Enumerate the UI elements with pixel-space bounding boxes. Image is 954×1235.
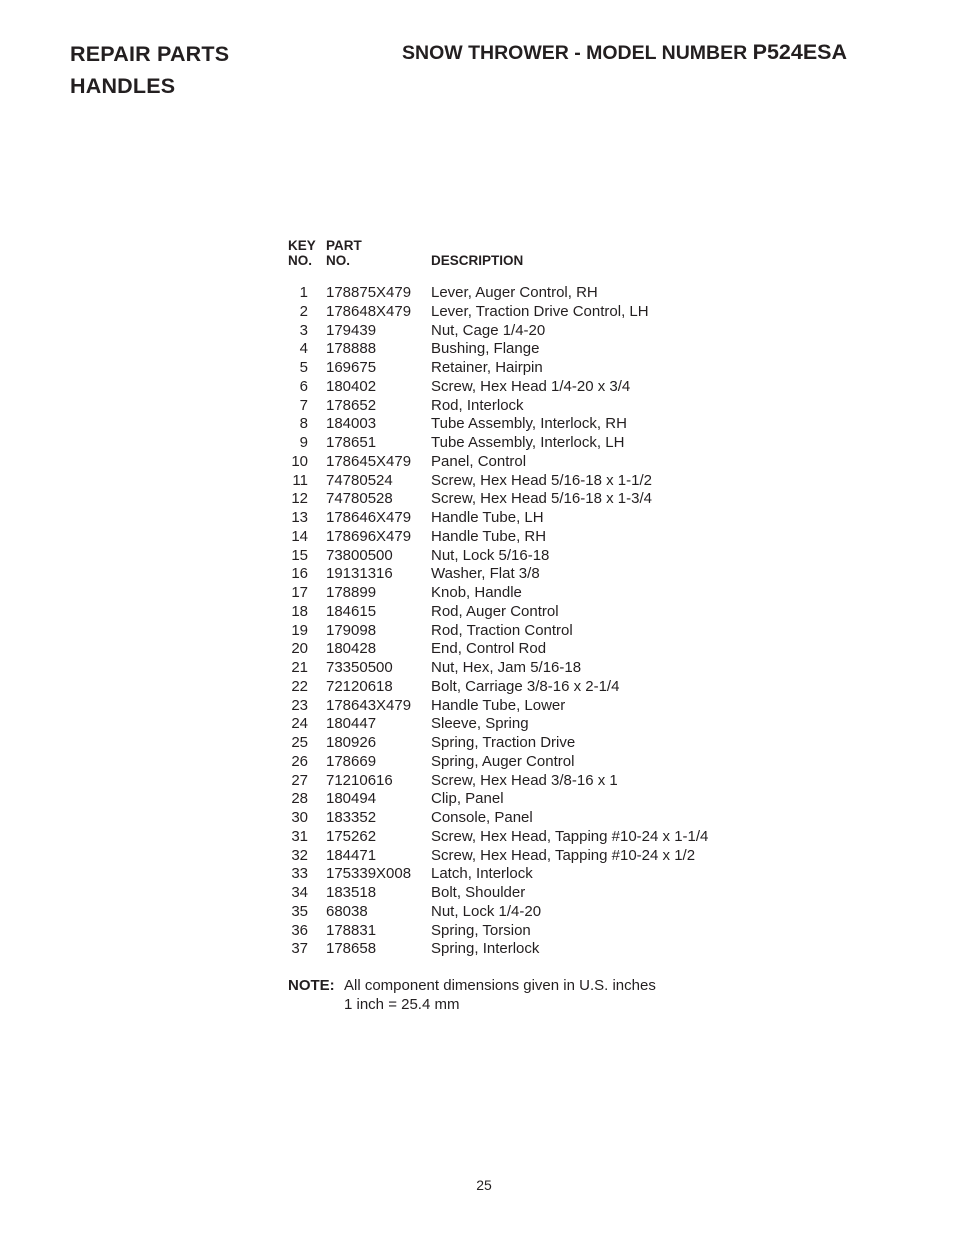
product-heading <box>402 38 847 67</box>
part-description: Lever, Auger Control, RH <box>431 284 598 301</box>
part-number: 183352 <box>326 809 377 826</box>
key-number: 4 <box>299 340 308 358</box>
part-no-header: PART NO. <box>326 238 362 268</box>
part-number: 169675 <box>326 359 377 376</box>
part-number: 72120618 <box>326 677 393 695</box>
part-number: 178643X479 <box>326 696 412 714</box>
key-number: 33 <box>291 865 308 883</box>
part-description: Nut, Hex, Jam 5/16-18 <box>431 659 582 676</box>
part-number: 178645X479 <box>326 452 412 470</box>
part-description: Screw, Hex Head, Tapping #10-24 x 1-1/4 <box>431 827 709 845</box>
part-description: Knob, Handle <box>431 584 522 601</box>
part-description: Rod, Traction Control <box>431 621 573 639</box>
key-number: 35 <box>291 902 308 920</box>
part-description: Latch, Interlock <box>431 865 533 883</box>
part-number: 178658 <box>326 940 377 958</box>
part-number: 178899 <box>326 584 377 601</box>
part-number: 178646X479 <box>326 509 412 526</box>
part-number: 184003 <box>326 415 377 433</box>
key-number: 23 <box>291 696 308 714</box>
key-number: 22 <box>291 677 308 695</box>
part-description: Bolt, Carriage 3/8-16 x 2-1/4 <box>431 677 620 695</box>
note-text-1: All component dimensions given in U.S. inches <box>344 977 656 994</box>
key-number: 28 <box>291 790 308 808</box>
subsection-title: HANDLES <box>70 74 176 98</box>
part-description: Tube Assembly, Interlock, LH <box>431 434 625 451</box>
key-number: 3 <box>299 321 308 339</box>
part-number: 74780524 <box>326 471 393 489</box>
part-number: 179439 <box>326 321 377 339</box>
key-number: 8 <box>299 415 308 433</box>
part-number: 178669 <box>326 752 377 770</box>
part-number: 184471 <box>326 846 377 864</box>
note-line-1 <box>288 976 656 995</box>
key-number: 36 <box>291 921 308 939</box>
part-number: 178696X479 <box>326 527 412 545</box>
part-description: Spring, Traction Drive <box>431 734 576 751</box>
part-description: Retainer, Hairpin <box>431 359 543 376</box>
key-number: 27 <box>291 771 308 789</box>
part-number: 175262 <box>326 827 377 845</box>
part-number: 180494 <box>326 790 377 808</box>
key-number: 6 <box>299 377 308 395</box>
part-number: 175339X008 <box>326 865 412 883</box>
key-number: 30 <box>291 809 308 826</box>
part-number: 180428 <box>326 640 377 658</box>
part-description: Sleeve, Spring <box>431 715 529 733</box>
key-number: 25 <box>291 734 308 751</box>
part-description: Handle Tube, LH <box>431 509 544 526</box>
key-number: 21 <box>291 659 308 676</box>
note-label: NOTE: <box>288 977 335 994</box>
model-number: P524ESA <box>752 40 848 64</box>
part-description: Handle Tube, RH <box>431 527 547 545</box>
part-description: Bushing, Flange <box>431 340 540 358</box>
part-number: 71210616 <box>326 771 393 789</box>
part-number: 180926 <box>326 734 377 751</box>
key-number: 15 <box>291 546 308 564</box>
part-description: Rod, Auger Control <box>431 602 559 620</box>
key-number: 11 <box>292 471 308 489</box>
part-number: 180402 <box>326 377 377 395</box>
part-description: Lever, Traction Drive Control, LH <box>431 302 649 320</box>
key-number: 31 <box>291 827 308 845</box>
section-title: REPAIR PARTS <box>70 42 230 66</box>
part-number: 68038 <box>326 902 368 920</box>
part-description: Screw, Hex Head 5/16-18 x 1-1/2 <box>431 471 652 489</box>
part-description: Nut, Cage 1/4-20 <box>431 321 546 339</box>
key-number: 9 <box>299 434 308 451</box>
note-text-2: 1 inch = 25.4 mm <box>344 996 460 1013</box>
part-description: Tube Assembly, Interlock, RH <box>431 415 627 433</box>
part-number: 178888 <box>326 340 377 358</box>
key-number: 24 <box>291 715 308 733</box>
key-number: 14 <box>291 527 308 545</box>
part-description: Console, Panel <box>431 809 533 826</box>
part-description: Nut, Lock 5/16-18 <box>431 546 550 564</box>
key-number: 2 <box>299 302 308 320</box>
key-number: 26 <box>291 752 308 770</box>
part-number: 74780528 <box>326 490 393 508</box>
part-description: Spring, Interlock <box>431 940 540 958</box>
part-description: Clip, Panel <box>431 790 504 808</box>
description-header: DESCRIPTION <box>431 253 524 268</box>
part-description: Handle Tube, Lower <box>431 696 566 714</box>
part-description: End, Control Rod <box>431 640 547 658</box>
part-number: 73350500 <box>326 659 393 676</box>
part-description: Washer, Flat 3/8 <box>431 565 540 583</box>
key-number: 20 <box>291 640 308 658</box>
key-no-header: KEY NO. <box>288 238 316 268</box>
part-description: Screw, Hex Head, Tapping #10-24 x 1/2 <box>431 846 696 864</box>
part-number: 73800500 <box>326 546 393 564</box>
part-description: Screw, Hex Head 3/8-16 x 1 <box>431 771 618 789</box>
dimension-note <box>288 976 656 1014</box>
part-number: 178831 <box>326 921 377 939</box>
part-number: 179098 <box>326 621 377 639</box>
part-description: Bolt, Shoulder <box>431 884 526 901</box>
page-number: 25 <box>476 1177 492 1193</box>
part-description: Rod, Interlock <box>431 396 524 414</box>
key-number: 19 <box>291 621 308 639</box>
part-number: 178875X479 <box>326 284 412 301</box>
key-number: 13 <box>291 509 308 526</box>
part-number: 178648X479 <box>326 302 412 320</box>
part-description: Spring, Auger Control <box>431 752 575 770</box>
key-number: 1 <box>299 284 308 301</box>
key-number: 12 <box>291 490 308 508</box>
key-number: 16 <box>291 565 308 583</box>
key-number: 18 <box>291 602 308 620</box>
part-number: 178651 <box>326 434 377 451</box>
product-label: SNOW THROWER - MODEL NUMBER <box>402 42 753 64</box>
key-number: 7 <box>299 396 308 414</box>
part-description: Screw, Hex Head 1/4-20 x 3/4 <box>431 377 631 395</box>
part-number: 19131316 <box>326 565 393 583</box>
key-number: 10 <box>291 452 308 470</box>
part-number: 184615 <box>326 602 377 620</box>
section-heading <box>70 38 229 102</box>
part-description: Screw, Hex Head 5/16-18 x 1-3/4 <box>431 490 652 508</box>
part-description: Panel, Control <box>431 452 527 470</box>
key-number: 5 <box>299 359 308 376</box>
key-number: 34 <box>291 884 308 901</box>
part-description: Spring, Torsion <box>431 921 531 939</box>
part-number: 180447 <box>326 715 377 733</box>
key-number: 32 <box>291 846 308 864</box>
key-number: 37 <box>291 940 308 958</box>
part-number: 183518 <box>326 884 377 901</box>
part-description: Nut, Lock 1/4-20 <box>431 902 542 920</box>
key-number: 17 <box>291 584 308 601</box>
part-number: 178652 <box>326 396 377 414</box>
